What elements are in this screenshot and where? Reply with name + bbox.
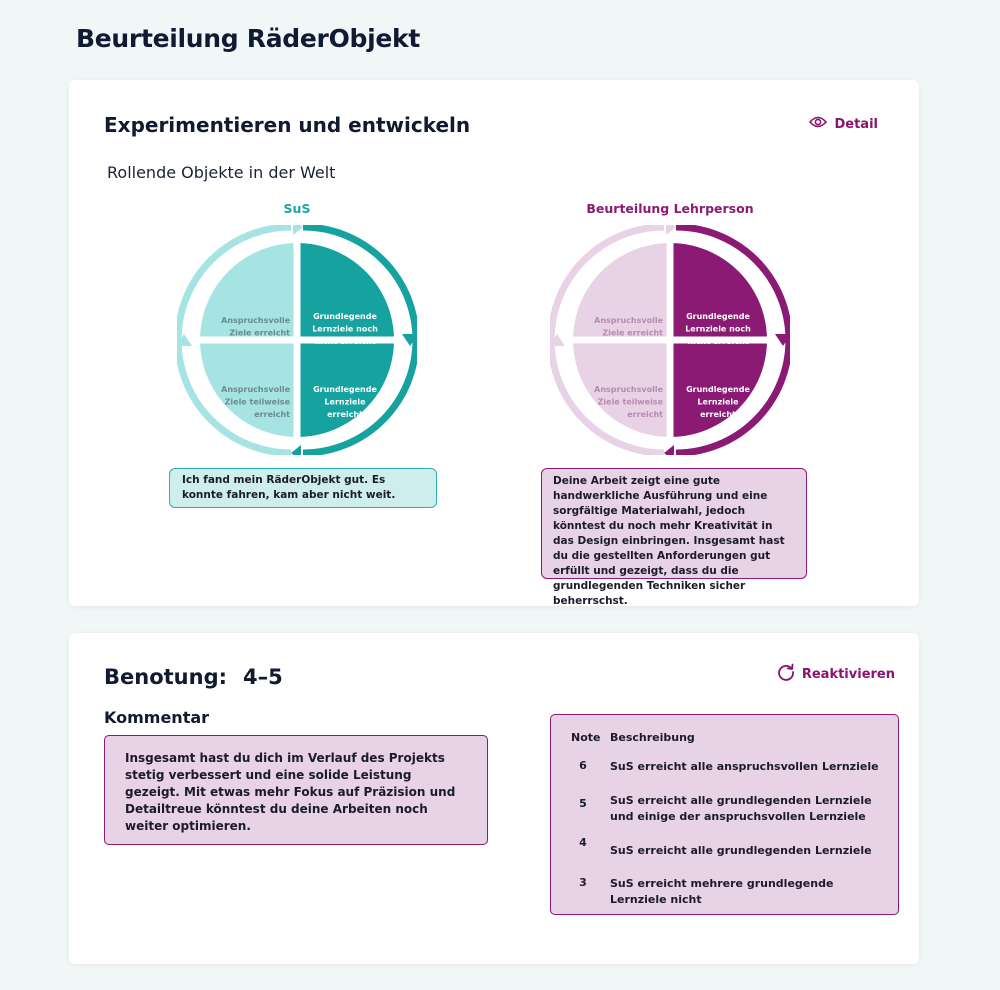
grade-table <box>550 714 899 915</box>
arrow-top <box>293 225 303 235</box>
table-description: SuS erreicht mehrere grundlegende Lernziele nicht <box>610 877 834 906</box>
quadrant-label: Ziele erreicht <box>602 328 663 338</box>
topic-subtitle: Rollende Objekte in der Welt <box>107 163 336 182</box>
quadrant-label: erreicht <box>254 410 290 419</box>
arrow-bottom <box>291 445 301 455</box>
quadrant-label: Lernziele noch <box>312 324 378 334</box>
table-header-note: Note <box>571 731 601 744</box>
quadrant-label: Grundlegende <box>686 385 750 394</box>
quadrant-label: Lernziele noch <box>685 324 751 334</box>
detail-label: Detail <box>834 116 878 132</box>
quadrant-label: Lernziele <box>324 397 366 407</box>
sus-assessment-wheel <box>177 225 417 459</box>
grade-heading <box>104 665 283 689</box>
quadrant-label: Lernziele <box>697 397 739 407</box>
quadrant-label: Anspruchsvolle <box>594 385 663 394</box>
table-description: SuS erreicht alle grundlegenden Lernziele und einige der anspruchsvollen Lernziele <box>610 794 872 823</box>
detail-button[interactable] <box>809 116 878 132</box>
table-note: 5 <box>579 797 587 810</box>
quadrant-label: erreicht <box>627 410 663 419</box>
table-description: SuS erreicht alle grundlegenden Lernziele <box>610 844 872 857</box>
page-title: Beurteilung RäderObjekt <box>76 24 421 53</box>
comment-label: Kommentar <box>104 708 210 727</box>
table-header-description: Beschreibung <box>610 731 695 744</box>
quadrant-label: nicht erreicht <box>314 337 376 346</box>
sus-wheel-label: SuS <box>283 201 311 216</box>
quadrant-label: erreicht <box>700 410 736 419</box>
refresh-icon <box>777 663 795 685</box>
quadrant-label: Grundlegende <box>313 385 377 394</box>
quadrant-label: Grundlegende <box>686 312 750 321</box>
grading-card <box>69 633 919 964</box>
teacher-wheel-label: Beurteilung Lehrperson <box>586 201 754 216</box>
assessment-card <box>69 80 919 606</box>
grade-label: Benotung: <box>104 665 227 689</box>
arrow-top <box>666 225 676 235</box>
eye-icon <box>809 116 827 132</box>
table-description: SuS erreicht alle anspruchsvollen Lernziele <box>610 760 879 773</box>
table-note: 3 <box>579 876 587 889</box>
grade-value: 4–5 <box>243 665 283 689</box>
quadrant-label: Ziele teilweise <box>224 397 290 407</box>
quadrant-label: Anspruchsvolle <box>221 385 290 394</box>
quadrant-label: Ziele erreicht <box>229 328 290 338</box>
sus-comment: Ich fand mein RäderObjekt gut. Es konnte fahren, kam aber nicht weit. <box>169 468 437 508</box>
arrow-bottom <box>664 445 674 455</box>
quadrant-label: erreicht <box>327 410 363 419</box>
comment-box: Insgesamt hast du dich im Verlauf des Projekts stetig verbessert und eine solide Leistung gezeigt. Mit etwas mehr Fokus auf Präzision und Detailtreue könntest du deine Arbeiten noch weiter optimieren. <box>104 735 488 845</box>
table-note: 4 <box>579 836 587 849</box>
quadrant-label: Anspruchsvolle <box>594 316 663 325</box>
teacher-comment: Deine Arbeit zeigt eine gute handwerkliche Ausführung und eine sorgfältige Materialwahl, jedoch könntest du noch mehr Kreativität in das Design einbringen. Insgesamt hast du die gestellten Anforderungen gut erfüllt und gezeigt, dass du die grundlegenden Techniken sicher beherrschst. <box>541 468 807 579</box>
section-title: Experimentieren und entwickeln <box>104 113 471 137</box>
reactivate-label: Reaktivieren <box>801 666 895 682</box>
quadrant-label: Ziele teilweise <box>597 397 663 407</box>
quadrant-label: nicht erreicht <box>687 337 749 346</box>
table-note: 6 <box>579 759 587 772</box>
teacher-assessment-wheel <box>550 225 790 459</box>
reactivate-button[interactable] <box>777 663 895 685</box>
quadrant-label: Grundlegende <box>313 312 377 321</box>
quadrant-label: Anspruchsvolle <box>221 316 290 325</box>
